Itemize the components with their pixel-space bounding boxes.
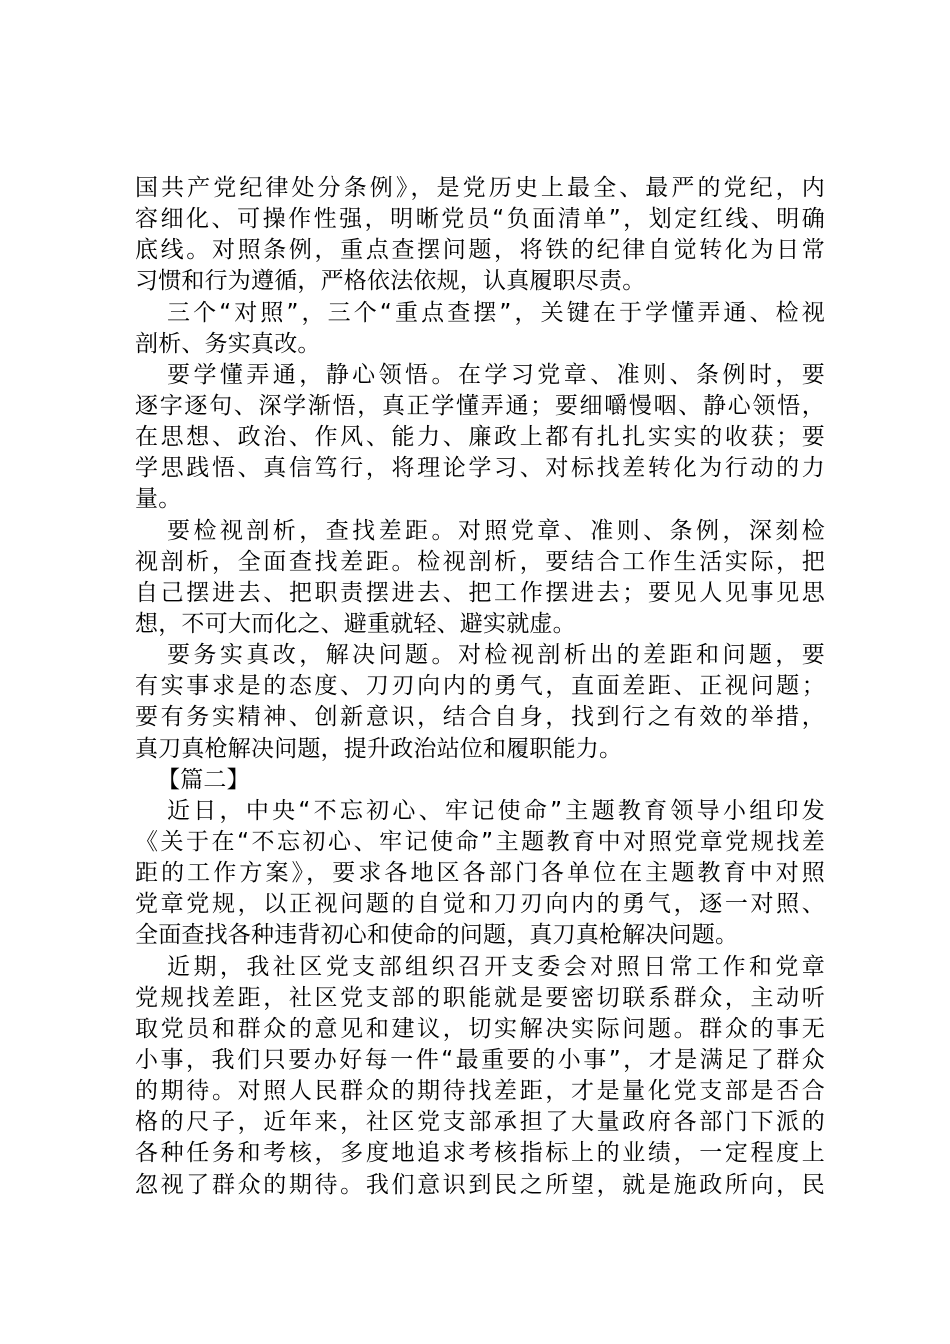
- text-line: 要学懂弄通，静心领悟。在学习党章、准则、条例时，要: [167, 361, 825, 388]
- text-line: 剖析、务实真改。: [135, 330, 321, 357]
- text-line: 底线。对照条例，重点查摆问题，将铁的纪律自觉转化为日常: [135, 237, 825, 264]
- text-line: 自己摆进去、把职责摆进去、把工作摆进去；要见人见事见思: [135, 579, 825, 606]
- text-line: 距的工作方案》，要求各地区各部门各单位在主题教育中对照: [135, 860, 825, 887]
- text-line: 小事，我们只要办好每一件“最重要的小事”，才是满足了群众: [135, 1046, 825, 1073]
- text-line: 视剖析，全面查找差距。检视剖析，要结合工作生活实际，把: [135, 548, 825, 575]
- text-line: 忽视了群众的期待。我们意识到民之所望，就是施政所向，民: [135, 1171, 825, 1198]
- document-body: [135, 173, 825, 1201]
- text-line: 的期待。对照人民群众的期待找差距，才是量化党支部是否合: [135, 1078, 825, 1105]
- text-line: 有实事求是的态度、刀刃向内的勇气，直面差距、正视问题；: [135, 673, 825, 700]
- text-line: 《关于在“不忘初心、牢记使命”主题教育中对照党章党规找差: [135, 828, 825, 855]
- text-line: 真刀真枪解决问题，提升政治站位和履职能力。: [135, 735, 623, 762]
- text-line: 逐字逐句、深学渐悟，真正学懂弄通；要细嚼慢咽、静心领悟，: [135, 392, 825, 419]
- text-line: 要有务实精神、创新意识，结合自身，找到行之有效的举措，: [135, 704, 825, 731]
- text-line: 近日，中央“不忘初心、牢记使命”主题教育领导小组印发: [167, 797, 825, 824]
- text-line: 党章党规，以正视问题的自觉和刀刃向内的勇气，逐一对照、: [135, 891, 825, 918]
- text-line: 习惯和行为遵循，严格依法依规，认真履职尽责。: [135, 268, 646, 295]
- text-line: 全面查找各种违背初心和使命的问题，真刀真枪解决问题。: [135, 922, 739, 949]
- text-line: 党规找差距，社区党支部的职能就是要密切联系群众，主动听: [135, 984, 825, 1011]
- text-line: 三个“对照”，三个“重点查摆”，关键在于学懂弄通、检视: [167, 299, 825, 326]
- text-line: 要务实真改，解决问题。对检视剖析出的差距和问题，要: [167, 642, 825, 669]
- text-line: 格的尺子，近年来，社区党支部承担了大量政府各部门下派的: [135, 1109, 825, 1136]
- text-line: 学思践悟、真信笃行，将理论学习、对标找差转化为行动的力: [135, 455, 825, 482]
- text-line: 国共产党纪律处分条例》，是党历史上最全、最严的党纪，内: [135, 175, 825, 201]
- text-line: 在思想、政治、作风、能力、廉政上都有扎扎实实的收获；要: [135, 424, 825, 451]
- text-line: 量。: [135, 486, 182, 513]
- section-heading: 【篇二】: [157, 766, 250, 793]
- text-line: 取党员和群众的意见和建议，切实解决实际问题。群众的事无: [135, 1015, 825, 1042]
- text-line: 各种任务和考核，多度地追求考核指标上的业绩，一定程度上: [135, 1140, 825, 1167]
- text-line: 容细化、可操作性强，明晰党员“负面清单”，划定红线、明确: [135, 206, 825, 233]
- text-line: 近期，我社区党支部组织召开支委会对照日常工作和党章: [167, 953, 825, 980]
- text-line: 要检视剖析，查找差距。对照党章、准则、条例，深刻检: [167, 517, 825, 544]
- text-line: 想，不可大而化之、避重就轻、避实就虚。: [135, 610, 576, 637]
